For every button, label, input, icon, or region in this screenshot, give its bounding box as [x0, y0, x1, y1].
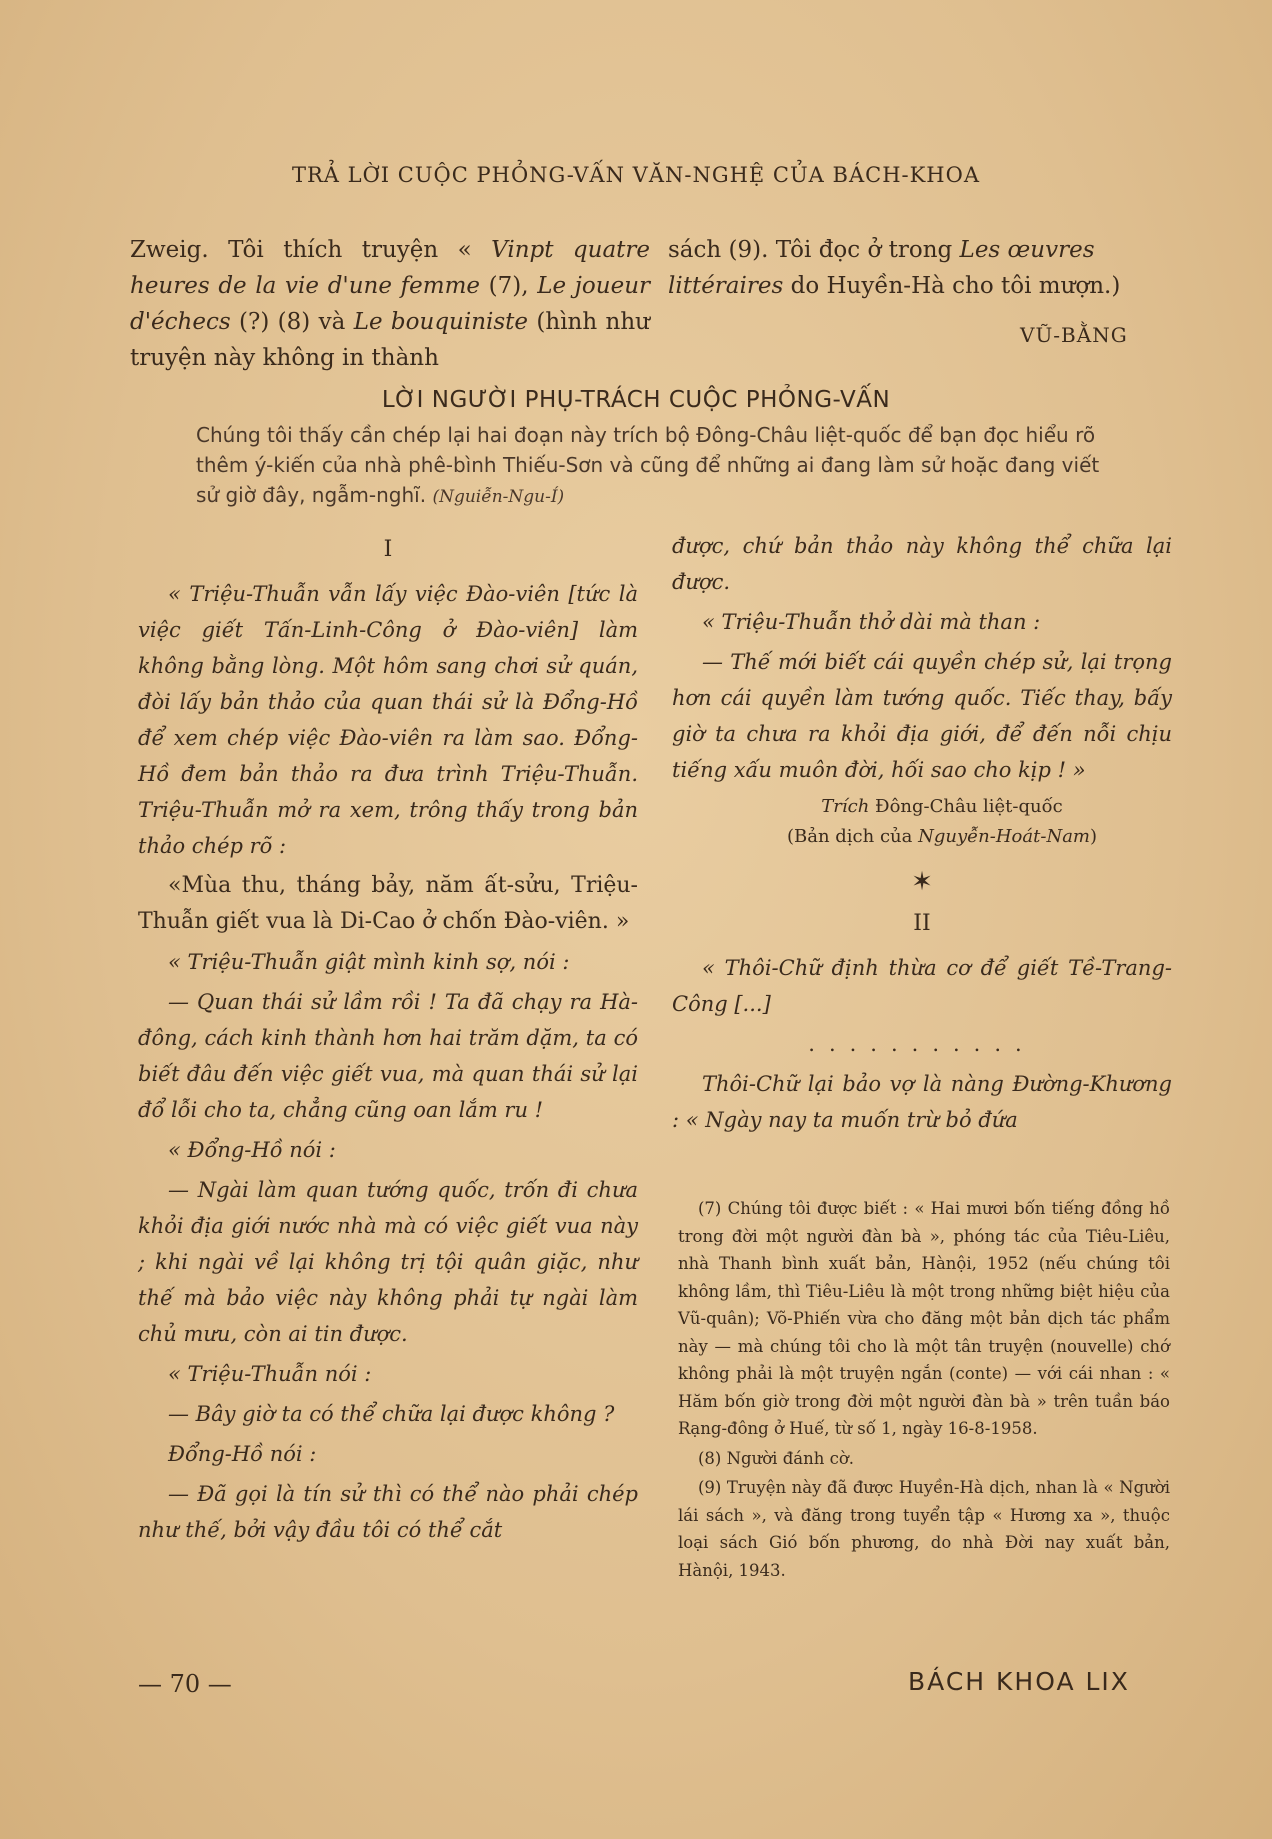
text-fragment: (7), — [480, 273, 538, 299]
citation-work: Đông-Châu liệt-quốc — [875, 796, 1063, 817]
ornament-star-icon: ✶ — [911, 867, 933, 897]
page-number: — 70 — — [138, 1670, 232, 1698]
footnotes — [678, 1195, 1170, 1586]
source-citation — [672, 792, 1172, 852]
roman-numeral: II — [913, 911, 931, 936]
paragraph: — Quan thái sử lầm rồi ! Ta đã chạy ra Hà-đông, cách kinh thành hơn hai trăm dặm, ta có biết đâu đến việc giết vua, mà quan thái sử lại đổ lỗi cho ta, chẳng cũng oan lắm ru ! — [138, 990, 638, 1122]
paragraph: Thôi-Chữ lại bảo vợ là nàng Đường-Khương : « Ngày nay ta muốn trừ bỏ đứa — [672, 1072, 1172, 1132]
intro-text: Chúng tôi thấy cần chép lại hai đoạn này trích bộ Đông-Châu liệt-quốc để bạn đọc hiểu rõ thêm ý-kiến của nhà phê-bình Thiếu-Sơn và cũng để những ai đang làm sử hoặc đang viết sử giờ đây, ngẫm-nghĩ. — [196, 423, 1100, 507]
left-column — [138, 532, 638, 1552]
text-fragment: (hình như truyện này không in thành — [130, 309, 650, 371]
top-left-text — [130, 232, 650, 376]
paragraph: « Thôi-Chữ định thừa cơ để giết Tề-Trang-Công [...] — [672, 956, 1172, 1016]
paragraph: « Triệu-Thuẫn thở dài mà than : — [702, 610, 1041, 634]
citation-text: ) — [1090, 826, 1098, 847]
footnote-8: (8) Người đánh cờ. — [698, 1448, 855, 1468]
paragraph: « Triệu-Thuẫn giật mình kinh sợ, nói : — [168, 950, 570, 974]
ellipsis-divider: ........... — [808, 1032, 1036, 1056]
paragraph: «Mùa thu, tháng bảy, năm ất-sửu, Triệu-Thuẫn giết vua là Di-Cao ở chốn Đào-viên. » — [138, 873, 638, 934]
running-header: TRẢ LỜI CUỘC PHỎNG-VẤN VĂN-NGHỆ CỦA BÁCH-KHOA — [291, 163, 980, 187]
text-fragment: sách (9). Tôi đọc ở trong — [668, 237, 960, 263]
paragraph: Đổng-Hồ nói : — [168, 1442, 317, 1466]
book-title: Vinpt quatre heures de la vie d'une femme — [130, 237, 651, 299]
section-intro — [196, 420, 1126, 512]
translator-name: Nguyễn-Hoát-Nam — [918, 826, 1090, 847]
citation-label: Trích — [821, 796, 876, 817]
paragraph: — Ngài làm quan tướng quốc, trốn đi chưa khỏi địa giới nước nhà mà có việc giết vua này ; khi ngài về lại không trị tội quân giặc, như thế mà bảo việc này không phải tự ngài làm chủ mưu, còn ai tin được. — [138, 1178, 638, 1346]
journal-name: BÁCH KHOA LIX — [908, 1667, 1130, 1696]
paragraph: — Thế mới biết cái quyền chép sử, lại trọng hơn cái quyền làm tướng quốc. Tiếc thay, bấy giờ ta chưa ra khỏi địa giới, để đến nỗi chịu tiếng xấu muôn đời, hối sao cho kịp ! » — [672, 650, 1172, 782]
text-fragment: (?) (8) và — [230, 309, 354, 335]
top-right-text — [668, 232, 1148, 304]
roman-numeral: I — [383, 537, 393, 562]
book-title: Le joueur d'échecs — [130, 273, 650, 335]
paragraph: — Đã gọi là tín sử thì có thể nào phải chép như thế, bởi vậy đầu tôi có thể cắt — [138, 1482, 638, 1542]
paragraph: « Triệu-Thuẫn nói : — [168, 1362, 372, 1386]
paragraph: « Triệu-Thuẫn vẫn lấy việc Đào-viên [tức là việc giết Tấn-Linh-Công ở Đào-viên] làm không bằng lòng. Một hôm sang chơi sử quán, đòi lấy bản thảo của quan thái sử là Đổng-Hồ để xem chép việc Đào-viên ra làm sao. Đổng-Hồ đem bản thảo ra đưa trình Triệu-Thuẫn. Triệu-Thuẫn mở ra xem, trông thấy trong bản thảo chép rõ : — [138, 582, 638, 858]
section-title: LỜI NGƯỜI PHỤ-TRÁCH CUỘC PHỎNG-VẤN — [381, 387, 891, 413]
intro-signature: (Nguiễn-Ngu-Í) — [432, 487, 565, 507]
footnote-7: (7) Chúng tôi được biết : « Hai mươi bốn tiếng đồng hồ trong đời một người đàn bà », phóng tác của Tiêu-Liêu, nhà Thanh bình xuất bản, Hànội, 1952 (nếu chúng tôi không lầm, thì Tiêu-Liêu là một trong những biệt hiệu của Vũ-quân); Võ-Phiến vừa cho đăng một bản dịch tác phẩm này — mà chúng tôi cho là một tân truyện (nouvelle) chớ không phải là một truyện ngắn (conte) — với cái nhan : « Hăm bốn giờ trong đời một người đàn bà » trên tuần báo Rạng-đông ở Huế, từ số 1, ngày 16-8-1958. — [678, 1199, 1170, 1438]
paragraph: được, chứ bản thảo này không thể chữa lại được. — [672, 534, 1172, 594]
text-fragment: do Huyền-Hà cho tôi mượn.) — [783, 273, 1121, 299]
right-column — [672, 528, 1172, 1142]
book-title: Les œuvres littéraires — [668, 237, 1095, 299]
citation-text: (Bản dịch của — [786, 826, 919, 847]
paragraph: — Bây giờ ta có thể chữa lại được không ? — [168, 1402, 615, 1426]
footnote-9: (9) Truyện này đã được Huyền-Hà dịch, nhan là « Người lái sách », và đăng trong tuyển tập « Hương xa », thuộc loại sách Gió bốn phương, do nhà Đời nay xuất bản, Hànội, 1943. — [678, 1478, 1170, 1580]
book-title: Le bouquiniste — [353, 309, 529, 335]
paragraph: « Đổng-Hồ nói : — [168, 1138, 336, 1162]
text-fragment: Zweig. Tôi thích truyện « — [130, 237, 492, 263]
author-signature: VŨ-BẰNG — [1020, 323, 1128, 347]
